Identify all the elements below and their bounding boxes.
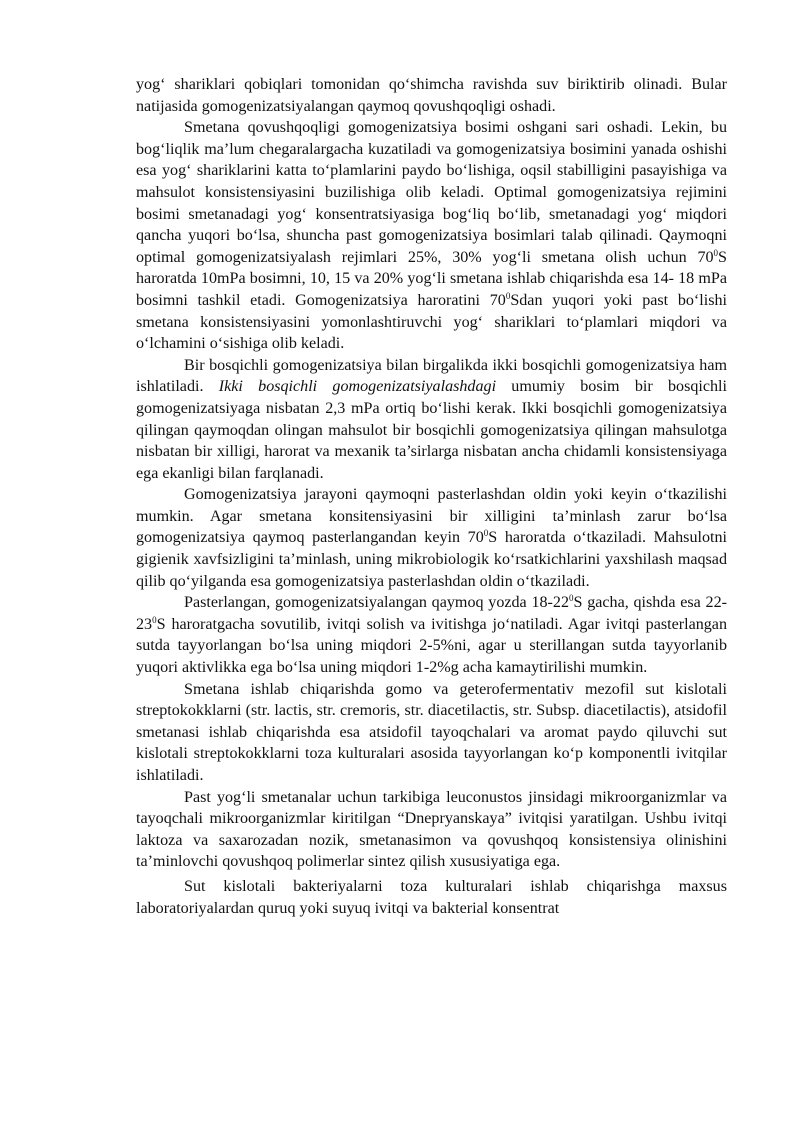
superscript-degree: 0 [713, 247, 719, 258]
body-text [136, 74, 727, 919]
superscript-degree: 0 [483, 528, 489, 539]
text-run: S gacha, qishda esa 22-23 [136, 594, 727, 633]
text-run: Sut kislotali bakteriyalarni toza kulturalari ishlab chiqarishga maxsus laboratoriyalardan quruq yoki suyuq ivitqi va bakterial konsentrat [136, 877, 727, 917]
text-run: Sdan yuqori yoki past bo‘lishi smetana konsistensiyasini yomonlashtiruvchi yog‘ shariklari to‘plamlari miqdori va o‘lchamini o‘sishiga olib keladi. [136, 291, 727, 353]
italic-text: Ikki bosqichli gomogenizatsiyalashdagi [218, 378, 497, 396]
text-run: Gomogenizatsiya jarayoni qaymoqni pasterlashdan oldin yoki keyin o‘tkazilishi mumkin. Agar smetana konsitensiyasini bir xilligini ta’minlash zarur bo‘lsa gomogenizatsiya qaymoq pasterlangandan keyin 70 [136, 486, 727, 547]
text-run: umumiy bosim bir bosqichli gomogenizatsiyaga nisbatan 2,3 mPa ortiq bo‘lishi kerak. Ikki bosqichli gomogenizatsiya qilingan qaymoqdan olingan mahsulot bir bosqichli gomogenizatsiya qilingan mahsulotga nisbatan bir xilligi, harorat va mexanik ta’sirlarga nisbatan ancha chidamli konsistensiyaga ega ekanligi bilan farqlanadi. [136, 378, 727, 482]
paragraph [136, 484, 727, 592]
text-run: S haroratda 10mPa bosimni, 10, 15 va 20% yog‘li smetana ishlab chiqarishda esa 14- 18 mPa bosimni tashkil etadi. Gomogenizatsiya haroratini 70 [136, 248, 727, 309]
superscript-degree: 0 [569, 593, 574, 604]
paragraph [136, 355, 727, 485]
paragraph [136, 787, 727, 873]
text-run: Pasterlangan, gomogenizatsiyalangan qaymoq yozda 18-22 [184, 594, 569, 612]
paragraph [136, 117, 727, 355]
text-run: Bir bosqichli gomogenizatsiya bilan birgalikda ikki bosqichli gomogenizatsiya ham ishlatiladi. [136, 356, 727, 396]
text-run: S haroratda o‘tkaziladi. Mahsulotni gigienik xavfsizligini ta’minlash, uning mikrobiologik ko‘rsatkichlarini yaxshilash maqsad qilib qo‘yilganda esa gomogenizatsiya pasterlashdan oldin o‘tkaziladi. [136, 529, 727, 590]
text-run: S haroratgacha sovutilib, ivitqi solish va ivitishga jo‘natiladi. Agar ivitqi pasterlangan sutda tayyorlangan bo‘lsa uning miqdori 2-5%ni, agar u sterillangan sutda tayyorlanib yuqori aktivlikka ega bo‘lsa uning miqdori 1-2%g acha kamaytirilishi mumkin. [136, 615, 727, 677]
superscript-degree: 0 [505, 290, 511, 301]
text-run: Past yog‘li smetanalar uchun tarkibiga leuconustos jinsidagi mikroorganizmlar va tayoqchali mikroorganizmlar kiritilgan “Dnepryanskaya” ivitqisi yaratilgan. Ushbu ivitqi laktoza va saxarozadan nozik, smetanasimon va qovushqoq konsistensiya olinishini ta’minlovchi qovushqoq polimerlar sintez qilish xususiyatiga ega. [136, 788, 727, 871]
paragraph [136, 679, 727, 787]
paragraph [136, 592, 727, 678]
text-run: Smetana qovushqoqligi gomogenizatsiya bosimi oshgani sari oshadi. Lekin, bu bog‘liqlik ma’lum chegaralargacha kuzatiladi va gomogenizatsiya bosimini yanada oshishi esa yog‘ shariklarini katta to‘plamlarini paydo bo‘lishiga, oqsil stabilligini pasayishiga va mahsulot konsistensiyasini buzilishiga olib keladi. Optimal gomogenizatsiya rejimini bosimi smetanadagi yog‘ konsentratsiyasiga bog‘liq bo‘lib, smetanadagi yog‘ miqdori qancha yuqori bo‘lsa, shuncha past gomogenizatsiya bosimlari talab qilinadi. Qaymoqni optimal gomogenizatsiyalash rejimlari 25%, 30% yog‘li smetana olish uchun 70 [136, 119, 727, 266]
text-run: yog‘ shariklari qobiqlari tomonidan qo‘shimcha ravishda suv biriktirib olinadi. Bular natijasida gomogenizatsiyalangan qaymoq qovushqoqligi oshadi. [136, 76, 727, 115]
text-run: Smetana ishlab chiqarishda gomo va geterofermentativ mezofil sut kislotali streptokokklarni (str. lactis, str. cremoris, str. diacetilactis, str. Subsp. diacetilactis), atsidofil smetanasi ishlab chiqarishda esa atsidofil tayoqchalari va aromat paydo qiluvchi sut kislotali streptokokklarni toza kulturalari asosida tayyorlangan ko‘p komponentli ivitqilar ishlatiladi. [136, 680, 727, 784]
superscript-degree: 0 [152, 614, 157, 625]
paragraph [136, 74, 727, 117]
paragraph [136, 876, 727, 919]
